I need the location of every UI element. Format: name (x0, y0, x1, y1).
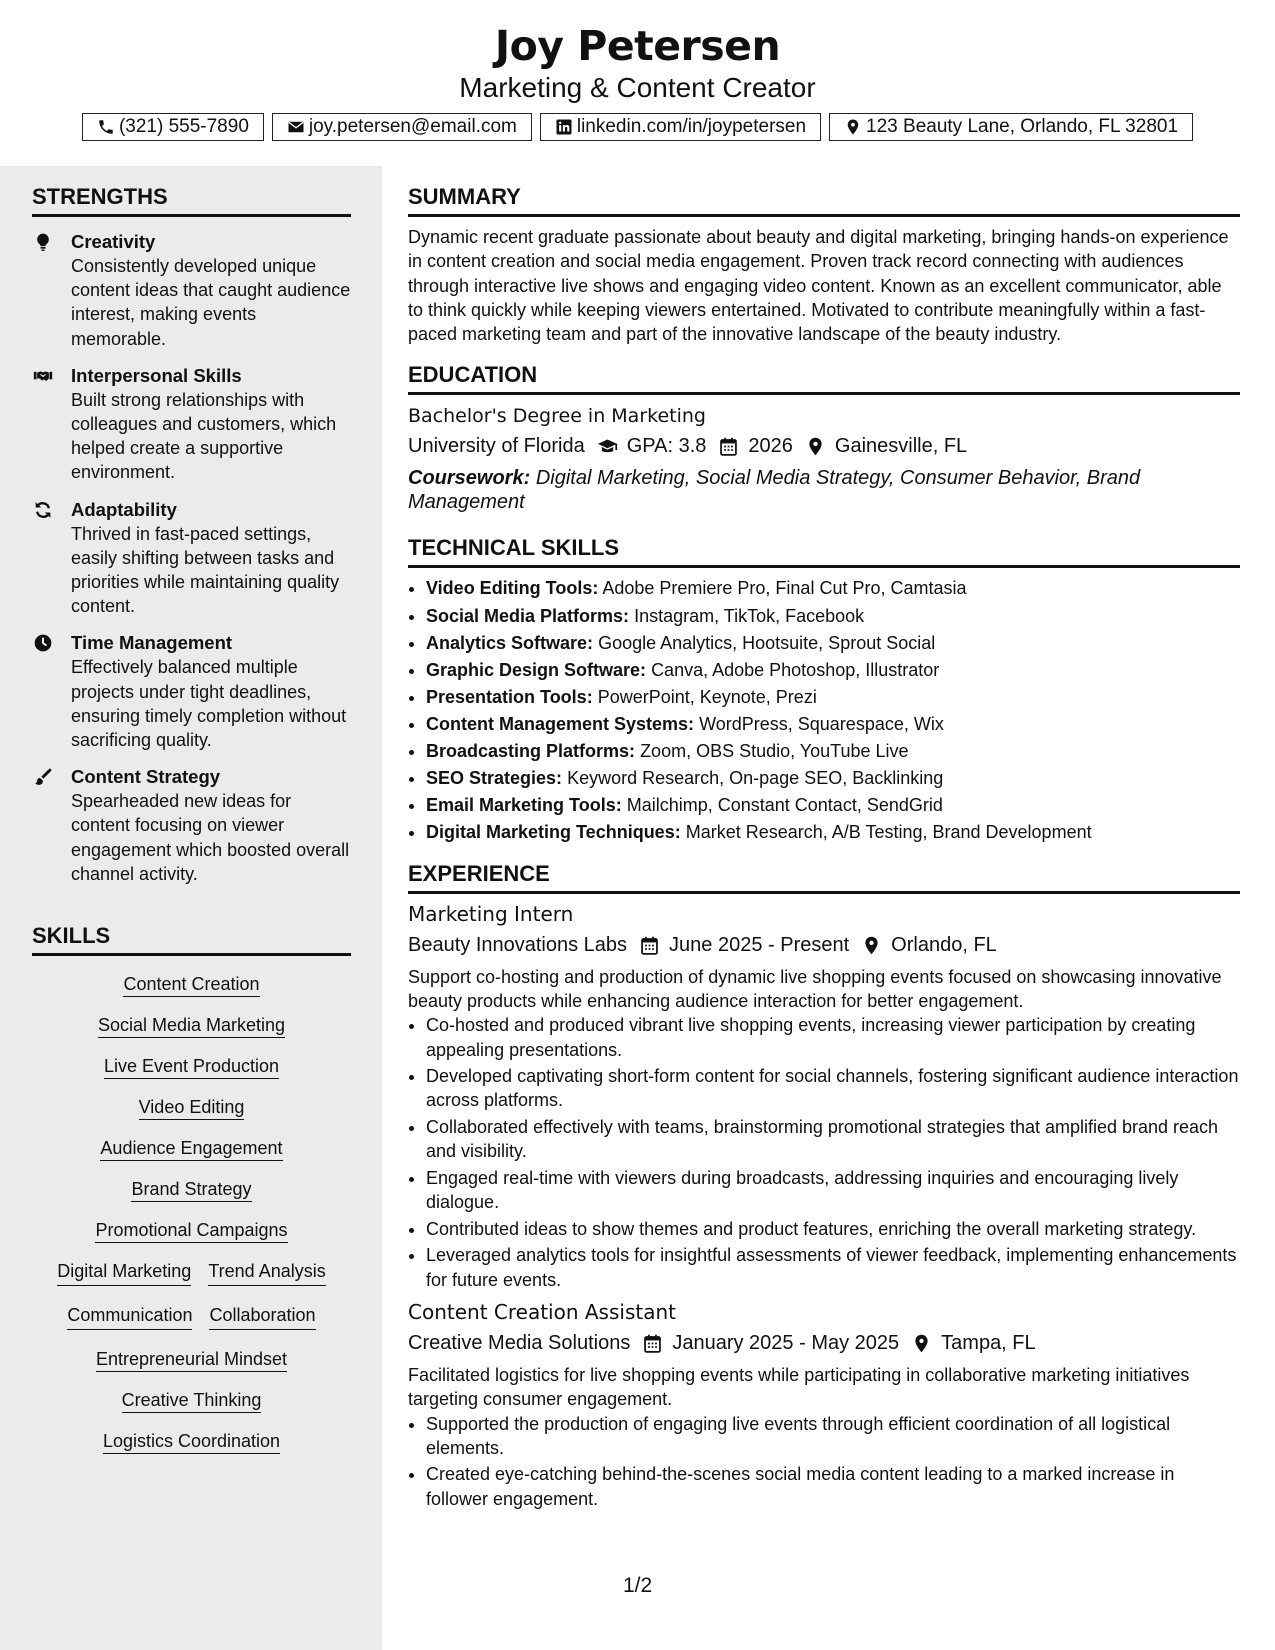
page-number: 1/2 (623, 1574, 653, 1597)
sidebar (0, 166, 382, 1650)
job-meta (408, 1332, 1240, 1355)
tech-skill-label: Broadcasting Platforms: (426, 741, 636, 762)
strength-item (32, 631, 351, 752)
contact-linkedin-text: linkedin.com/in/joypetersen (576, 116, 807, 137)
strengths-heading: STRENGTHS (32, 184, 351, 217)
job-bullet: • Developed captivating short-form content for social channels, fostering significant audience interaction across platforms. (426, 1064, 1240, 1113)
tech-skill-item (426, 658, 1240, 682)
skill-tag: Brand Strategy (131, 1179, 251, 1202)
technical-skills-section (408, 535, 1240, 844)
summary-text: Dynamic recent graduate passionate about beauty and digital marketing, bringing hands-on experience in content creation and social media engagement. Proven track record connecting with audiences through interactive live shows and engaging video content. Known as an excellent communicator, able to think quickly while keeping viewers entertained. Motivated to contribute meaningfully within a fast-paced marketing team and part of the innovative landscape of the beauty industry. (408, 227, 1229, 345)
tech-skill-value: Market Research, A/B Testing, Brand Development (685, 822, 1092, 843)
tech-skill-item (426, 820, 1240, 844)
job-summary: Facilitated logistics for live shopping events while participating in collaborative marketing initiatives targeting consumer engagement. (408, 1364, 1190, 1410)
skill-tag: Promotional Campaigns (95, 1220, 287, 1243)
technical-skills-heading: TECHNICAL SKILLS (408, 535, 1240, 568)
education-meta (408, 435, 1240, 458)
coursework-label: Coursework: (408, 467, 531, 490)
job-title: Marketing Intern (408, 901, 574, 926)
education-heading: EDUCATION (408, 362, 1240, 395)
tech-skill-label: Content Management Systems: (426, 713, 695, 734)
skill-tag: Trend Analysis (208, 1259, 325, 1286)
candidate-title: Marketing & Content Creator (459, 72, 816, 103)
job-title: Content Creation Assistant (408, 1299, 676, 1324)
paintbrush-icon (33, 767, 53, 787)
contact-linkedin[interactable] (540, 113, 821, 141)
job-bullet: • Co-hosted and produced vibrant live shopping events, increasing viewer participation by creating appealing presentations. (426, 1013, 1240, 1062)
contact-phone[interactable] (82, 113, 264, 141)
tech-skill-item (426, 739, 1240, 763)
resume-header (0, 0, 1275, 166)
tech-skill-value: Keyword Research, On-page SEO, Backlinking (567, 768, 944, 789)
clock-icon (33, 633, 53, 653)
tech-skill-value: Mailchimp, Constant Contact, SendGrid (626, 795, 943, 816)
strength-item (32, 364, 351, 485)
contact-address-text: 123 Beauty Lane, Orlando, FL 32801 (866, 116, 1179, 137)
strength-desc: Effectively balanced multiple projects under tight deadlines, ensuring timely completion without sacrificing quality. (71, 657, 347, 751)
handshake-icon (33, 366, 53, 386)
phone-icon (97, 118, 115, 136)
tech-skill-item (426, 604, 1240, 628)
tech-skill-value: PowerPoint, Keynote, Prezi (597, 686, 817, 707)
skill-tag: Entrepreneurial Mindset (96, 1349, 287, 1372)
job-dates: January 2025 - May 2025 (672, 1331, 900, 1354)
strength-desc: Built strong relationships with colleagues and customers, which helped create a supportive environment. (71, 389, 337, 483)
coursework (408, 466, 1240, 514)
tech-skill-value: WordPress, Squarespace, Wix (699, 713, 944, 734)
education-section (408, 362, 1240, 514)
job-bullet: • Engaged real-time with viewers during broadcasts, addressing inquiries and encouraging lively dialogue. (426, 1166, 1240, 1215)
tech-skill-value: Instagram, TikTok, Facebook (634, 605, 865, 626)
job-summary: Support co-hosting and production of dynamic live shopping events focused on showcasing innovative beauty products while enhancing audience interaction for better engagement. (408, 966, 1222, 1011)
job-bullet: • Leveraged analytics tools for insightful assessments of viewer feedback, implementing enhancements for future events. (426, 1243, 1240, 1292)
tech-skill-item (426, 766, 1240, 790)
skill-tag: Logistics Coordination (103, 1431, 280, 1454)
gpa: GPA: 3.8 (626, 435, 707, 458)
main-column (408, 166, 1240, 1513)
calendar-icon (718, 436, 739, 457)
skill-tag: Creative Thinking (122, 1390, 262, 1413)
skill-tag: Communication (67, 1303, 192, 1330)
school-location: Gainesville, FL (834, 435, 968, 458)
tech-skill-item (426, 793, 1240, 817)
strength-desc: Consistently developed unique content ideas that caught audience interest, making events memorable. (71, 256, 351, 349)
job-entry (408, 902, 1240, 1292)
contact-email[interactable] (272, 113, 532, 141)
tech-skill-label: Analytics Software: (426, 632, 594, 653)
graduation-year: 2026 (748, 435, 793, 458)
contact-phone-text: (321) 555-7890 (118, 116, 249, 137)
strength-title: Interpersonal Skills (71, 364, 242, 386)
lightbulb-icon (33, 232, 53, 252)
coursework-list: Digital Marketing, Social Media Strategy, Consumer Behavior, Brand Management (408, 467, 1141, 514)
skills-list (32, 972, 351, 1470)
summary-section (408, 184, 1240, 346)
strength-title: Creativity (71, 231, 156, 252)
skill-tag: Digital Marketing (57, 1259, 191, 1286)
strength-title: Content Strategy (71, 766, 221, 788)
location-pin-icon (911, 1333, 932, 1354)
skills-heading: SKILLS (32, 923, 351, 956)
skill-tag: Video Editing (139, 1097, 245, 1120)
tech-skill-value: Canva, Adobe Photoshop, Illustrator (651, 659, 940, 680)
refresh-icon (33, 500, 53, 520)
tech-skill-label: Digital Marketing Techniques: (426, 822, 681, 843)
calendar-icon (639, 935, 660, 956)
contact-bar (0, 113, 1275, 141)
tech-skill-label: Presentation Tools: (426, 686, 593, 707)
experience-heading: EXPERIENCE (408, 861, 1240, 894)
strength-item (32, 230, 351, 351)
skill-tag: Social Media Marketing (98, 1015, 285, 1038)
tech-skill-value: Adobe Premiere Pro, Final Cut Pro, Camtasia (602, 578, 967, 599)
job-meta (408, 934, 1240, 957)
tech-skill-item (426, 712, 1240, 736)
location-pin-icon (805, 436, 826, 457)
skill-tag: Live Event Production (104, 1056, 279, 1079)
tech-skill-item (426, 576, 1240, 600)
candidate-name: Joy Petersen (494, 22, 781, 70)
job-dates: June 2025 - Present (669, 933, 850, 956)
job-entry (408, 1300, 1240, 1511)
skill-tag: Collaboration (209, 1303, 315, 1330)
job-location: Orlando, FL (891, 933, 997, 956)
experience-section (408, 861, 1240, 1511)
company-name: Creative Media Solutions (408, 1331, 631, 1354)
job-bullet: • Supported the production of engaging live events through efficient coordination of all logistical elements. (426, 1412, 1240, 1461)
degree-title: Bachelor's Degree in Marketing (408, 405, 706, 428)
tech-skill-item (426, 685, 1240, 709)
strength-desc: Thrived in fast-paced settings, easily shifting between tasks and priorities while maintaining quality content. (71, 523, 340, 617)
tech-skill-value: Google Analytics, Hootsuite, Sprout Social (598, 632, 936, 653)
job-bullet: • Collaborated effectively with teams, brainstorming promotional strategies that amplified brand reach and visibility. (426, 1115, 1240, 1164)
tech-skill-label: Email Marketing Tools: (426, 795, 622, 816)
location-pin-icon (844, 118, 862, 136)
tech-skill-label: Graphic Design Software: (426, 659, 647, 680)
tech-skill-label: Video Editing Tools: (426, 578, 599, 599)
skills-section (32, 923, 351, 1470)
tech-skill-label: SEO Strategies: (426, 768, 563, 789)
strengths-section (32, 184, 351, 886)
strength-item (32, 498, 351, 619)
tech-skill-value: Zoom, OBS Studio, YouTube Live (640, 741, 909, 762)
job-bullets (408, 1412, 1240, 1511)
skill-tag: Audience Engagement (100, 1138, 282, 1161)
technical-skills-list (408, 576, 1240, 844)
tech-skill-label: Social Media Platforms: (426, 605, 630, 626)
summary-heading: SUMMARY (408, 184, 1240, 217)
tech-skill-item (426, 631, 1240, 655)
contact-email-text: joy.petersen@email.com (308, 116, 517, 137)
location-pin-icon (861, 935, 882, 956)
calendar-icon (642, 1333, 663, 1354)
graduation-cap-icon (597, 436, 618, 457)
school-name: University of Florida (408, 435, 585, 458)
strength-title: Time Management (71, 632, 233, 654)
strength-title: Adaptability (71, 498, 177, 520)
company-name: Beauty Innovations Labs (408, 933, 628, 956)
job-location: Tampa, FL (941, 1331, 1036, 1354)
strength-item (32, 765, 351, 886)
strength-desc: Spearheaded new ideas for content focusing on viewer engagement which boosted overall channel activity. (71, 791, 350, 884)
job-bullet: • Contributed ideas to show themes and product features, enriching the overall marketing strategy. (426, 1217, 1240, 1241)
contact-address[interactable] (829, 113, 1193, 141)
envelope-icon (287, 118, 305, 136)
job-bullet: • Created eye-catching behind-the-scenes social media content leading to a marked increase in follower engagement. (426, 1462, 1240, 1511)
linkedin-icon (555, 118, 573, 136)
job-bullets (408, 1013, 1240, 1292)
skill-tag: Content Creation (123, 974, 259, 997)
